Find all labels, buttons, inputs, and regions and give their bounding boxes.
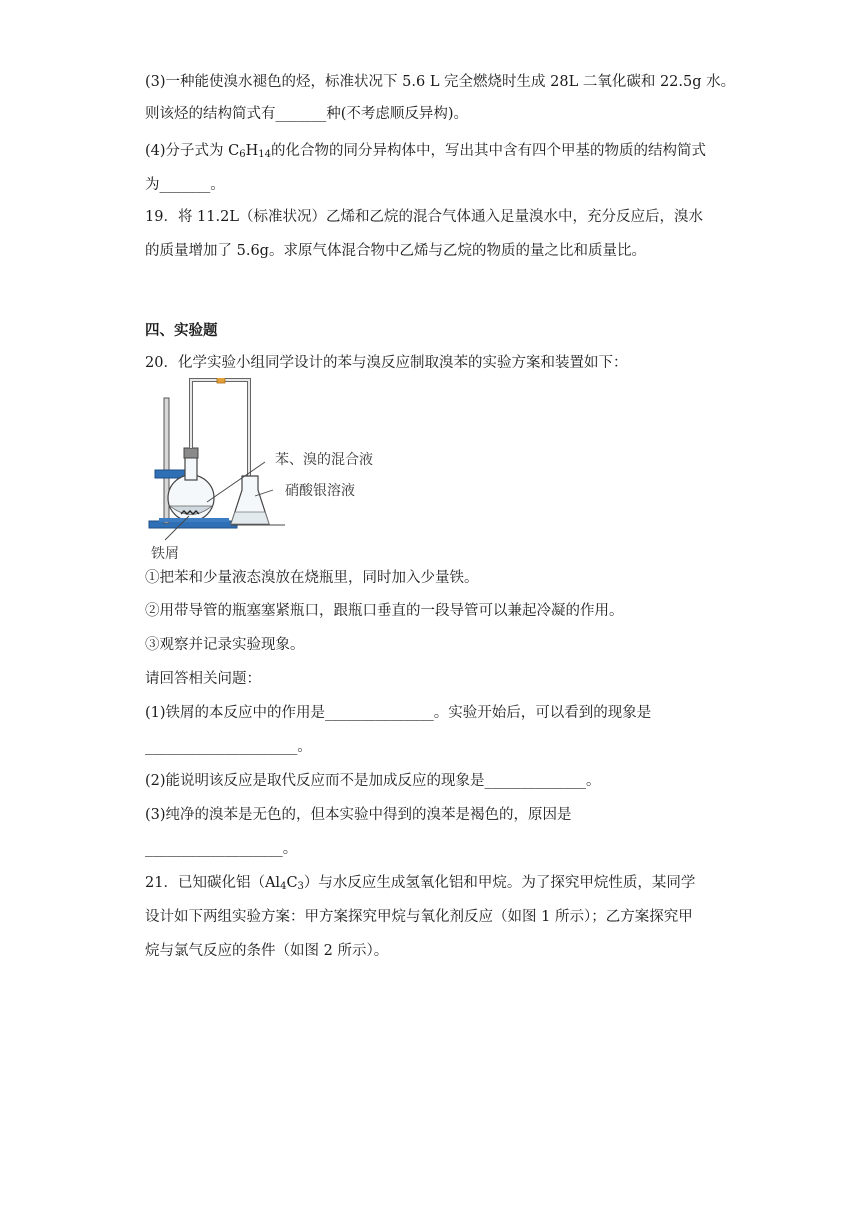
silver-nitrate-solution	[231, 512, 269, 524]
q20-intro: 20．化学实验小组同学设计的苯与溴反应制取溴苯的实验方案和装置如下：	[145, 355, 628, 371]
support-ring	[159, 518, 229, 522]
q21-line1: 21．已知碳化铝$(Al_4C_3)$与水反应生成氢氧化铝和甲烷。为了探究甲烷性质，某同学	[145, 875, 696, 892]
q20-step3: ③观察并记录实验现象。	[145, 637, 305, 653]
q18-part3-line1: (3)一种能使溴水褪色的烃，标准状况下 5.6 L 完全燃烧时生成 28L 二氧化碳和 22.5g 水。	[145, 74, 736, 90]
apparatus-figure	[145, 378, 445, 564]
q18-part3-line2: 则该烃的结构简式有_______种(不考虑顺反异构)。	[145, 106, 469, 122]
stand-base	[149, 521, 237, 528]
q20-step2: ②用带导管的瓶塞塞紧瓶口，跟瓶口垂直的一段导管可以兼起冷凝的作用。	[145, 603, 624, 619]
label-silver-nitrate: 硝酸银溶液	[285, 483, 355, 499]
q20-q1-line2: _____________________。	[145, 739, 312, 755]
clamp	[155, 470, 185, 478]
q21-line3: 烷与氯气反应的条件（如图 2 所示）。	[145, 943, 389, 959]
q20-q3-line1: (3)纯净的溴苯是无色的，但本实验中得到的溴苯是褐色的，原因是	[145, 807, 572, 823]
stopper	[184, 448, 198, 458]
label-mixture: 苯、溴的混合液	[275, 452, 373, 468]
q20-q1-line1: (1)铁屑的本反应中的作用是_______________。实验开始后，可以看到的现象是	[145, 705, 652, 721]
q19-line1: 19．将 11.2L（标准状况）乙烯和乙烷的混合气体通入足量溴水中，充分反应后，溴水	[145, 209, 703, 225]
label-iron: 铁屑	[151, 546, 179, 562]
q20-prompt: 请回答相关问题：	[145, 671, 261, 687]
q20-step1: ①把苯和少量液态溴放在烧瓶里，同时加入少量铁。	[145, 570, 479, 586]
q18-part4-line2: 为_______。	[145, 177, 225, 193]
section-heading-experiment: 四、实验题	[145, 322, 218, 339]
q18-part4-line1: (4)分子式为 $C_6H_{14}$的化合物的同分异构体中，写出其中含有四个甲基的物质的结构简式	[145, 143, 707, 160]
q19-line2: 的质量增加了 5.6g。求原气体混合物中乙烯与乙烷的物质的量之比和质量比。	[145, 243, 646, 259]
q21-line2: 设计如下两组实验方案：甲方案探究甲烷与氧化剂反应（如图 1 所示）；乙方案探究甲	[145, 909, 693, 925]
tube-joint	[217, 378, 225, 383]
q20-q2: (2)能说明该反应是取代反应而不是加成反应的现象是______________。	[145, 773, 601, 789]
q20-q3-line2: ___________________。	[145, 841, 298, 857]
